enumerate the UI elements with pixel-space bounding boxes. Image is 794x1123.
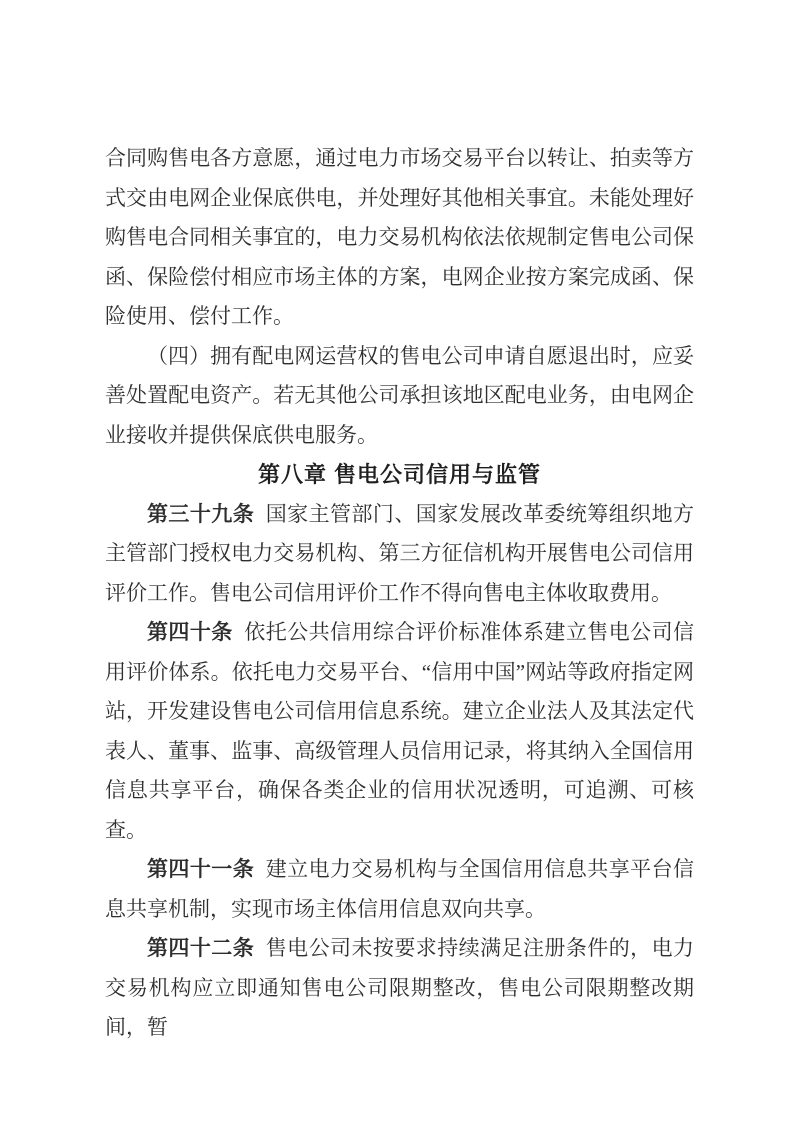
paragraph-text: （四）拥有配电网运营权的售电公司申请自愿退出时，应妥善处置配电资产。若无其他公司承担该地区配电业务，由电网企业接收并提供保底供电服务。 [105, 343, 694, 447]
article-number: 第四十条 [147, 620, 233, 644]
paragraph-text: 售电公司未按要求持续满足注册条件的，电力交易机构应立即通知售电公司限期整改，售电公司限期整改期间，暂 [105, 936, 695, 1039]
article-number: 第三十九条 [147, 501, 255, 526]
paragraph [105, 495, 694, 614]
paragraph [105, 929, 694, 1048]
paragraph-text: 合同购售电各方意愿，通过电力市场交易平台以转让、拍卖等方式交由电网企业保底供电，并处理好其他相关事宜。未能处理好购售电合同相关事宜的，电力交易机构依法依规制定售电公司保函、保险偿付相应市场主体的方案，电网企业按方案完成函、保险使用、偿付工作。 [105, 146, 694, 328]
chapter-heading: 第八章 售电公司信用与监管 [257, 462, 542, 487]
paragraph [105, 139, 694, 337]
paragraph-text: 依托公共信用综合评价标准体系建立售电公司信用评价体系。依托电力交易平台、“信用中国”网站等政府指定网站，开发建设售电公司信用信息系统。建立企业法人及其法定代表人、董事、监事、高级管理人员信用记录，将其纳入全国信用信息共享平台，确保各类企业的信用状况透明，可追溯、可核查。 [105, 620, 695, 842]
article-number: 第四十二条 [147, 936, 255, 960]
paragraph [105, 613, 694, 850]
paragraph [105, 850, 694, 929]
article-number: 第四十一条 [147, 857, 255, 881]
paragraph-text: 建立电力交易机构与全国信用信息共享平台信息共享机制，实现市场主体信用信息双向共享。 [105, 857, 695, 921]
document-content [105, 139, 694, 1048]
paragraph-text: 国家主管部门、国家发展改革委统筹组织地方主管部门授权电力交易机构、第三方征信机构开展售电公司信用评价工作。售电公司信用评价工作不得向售电主体收取费用。 [105, 501, 695, 605]
paragraph [105, 337, 694, 456]
